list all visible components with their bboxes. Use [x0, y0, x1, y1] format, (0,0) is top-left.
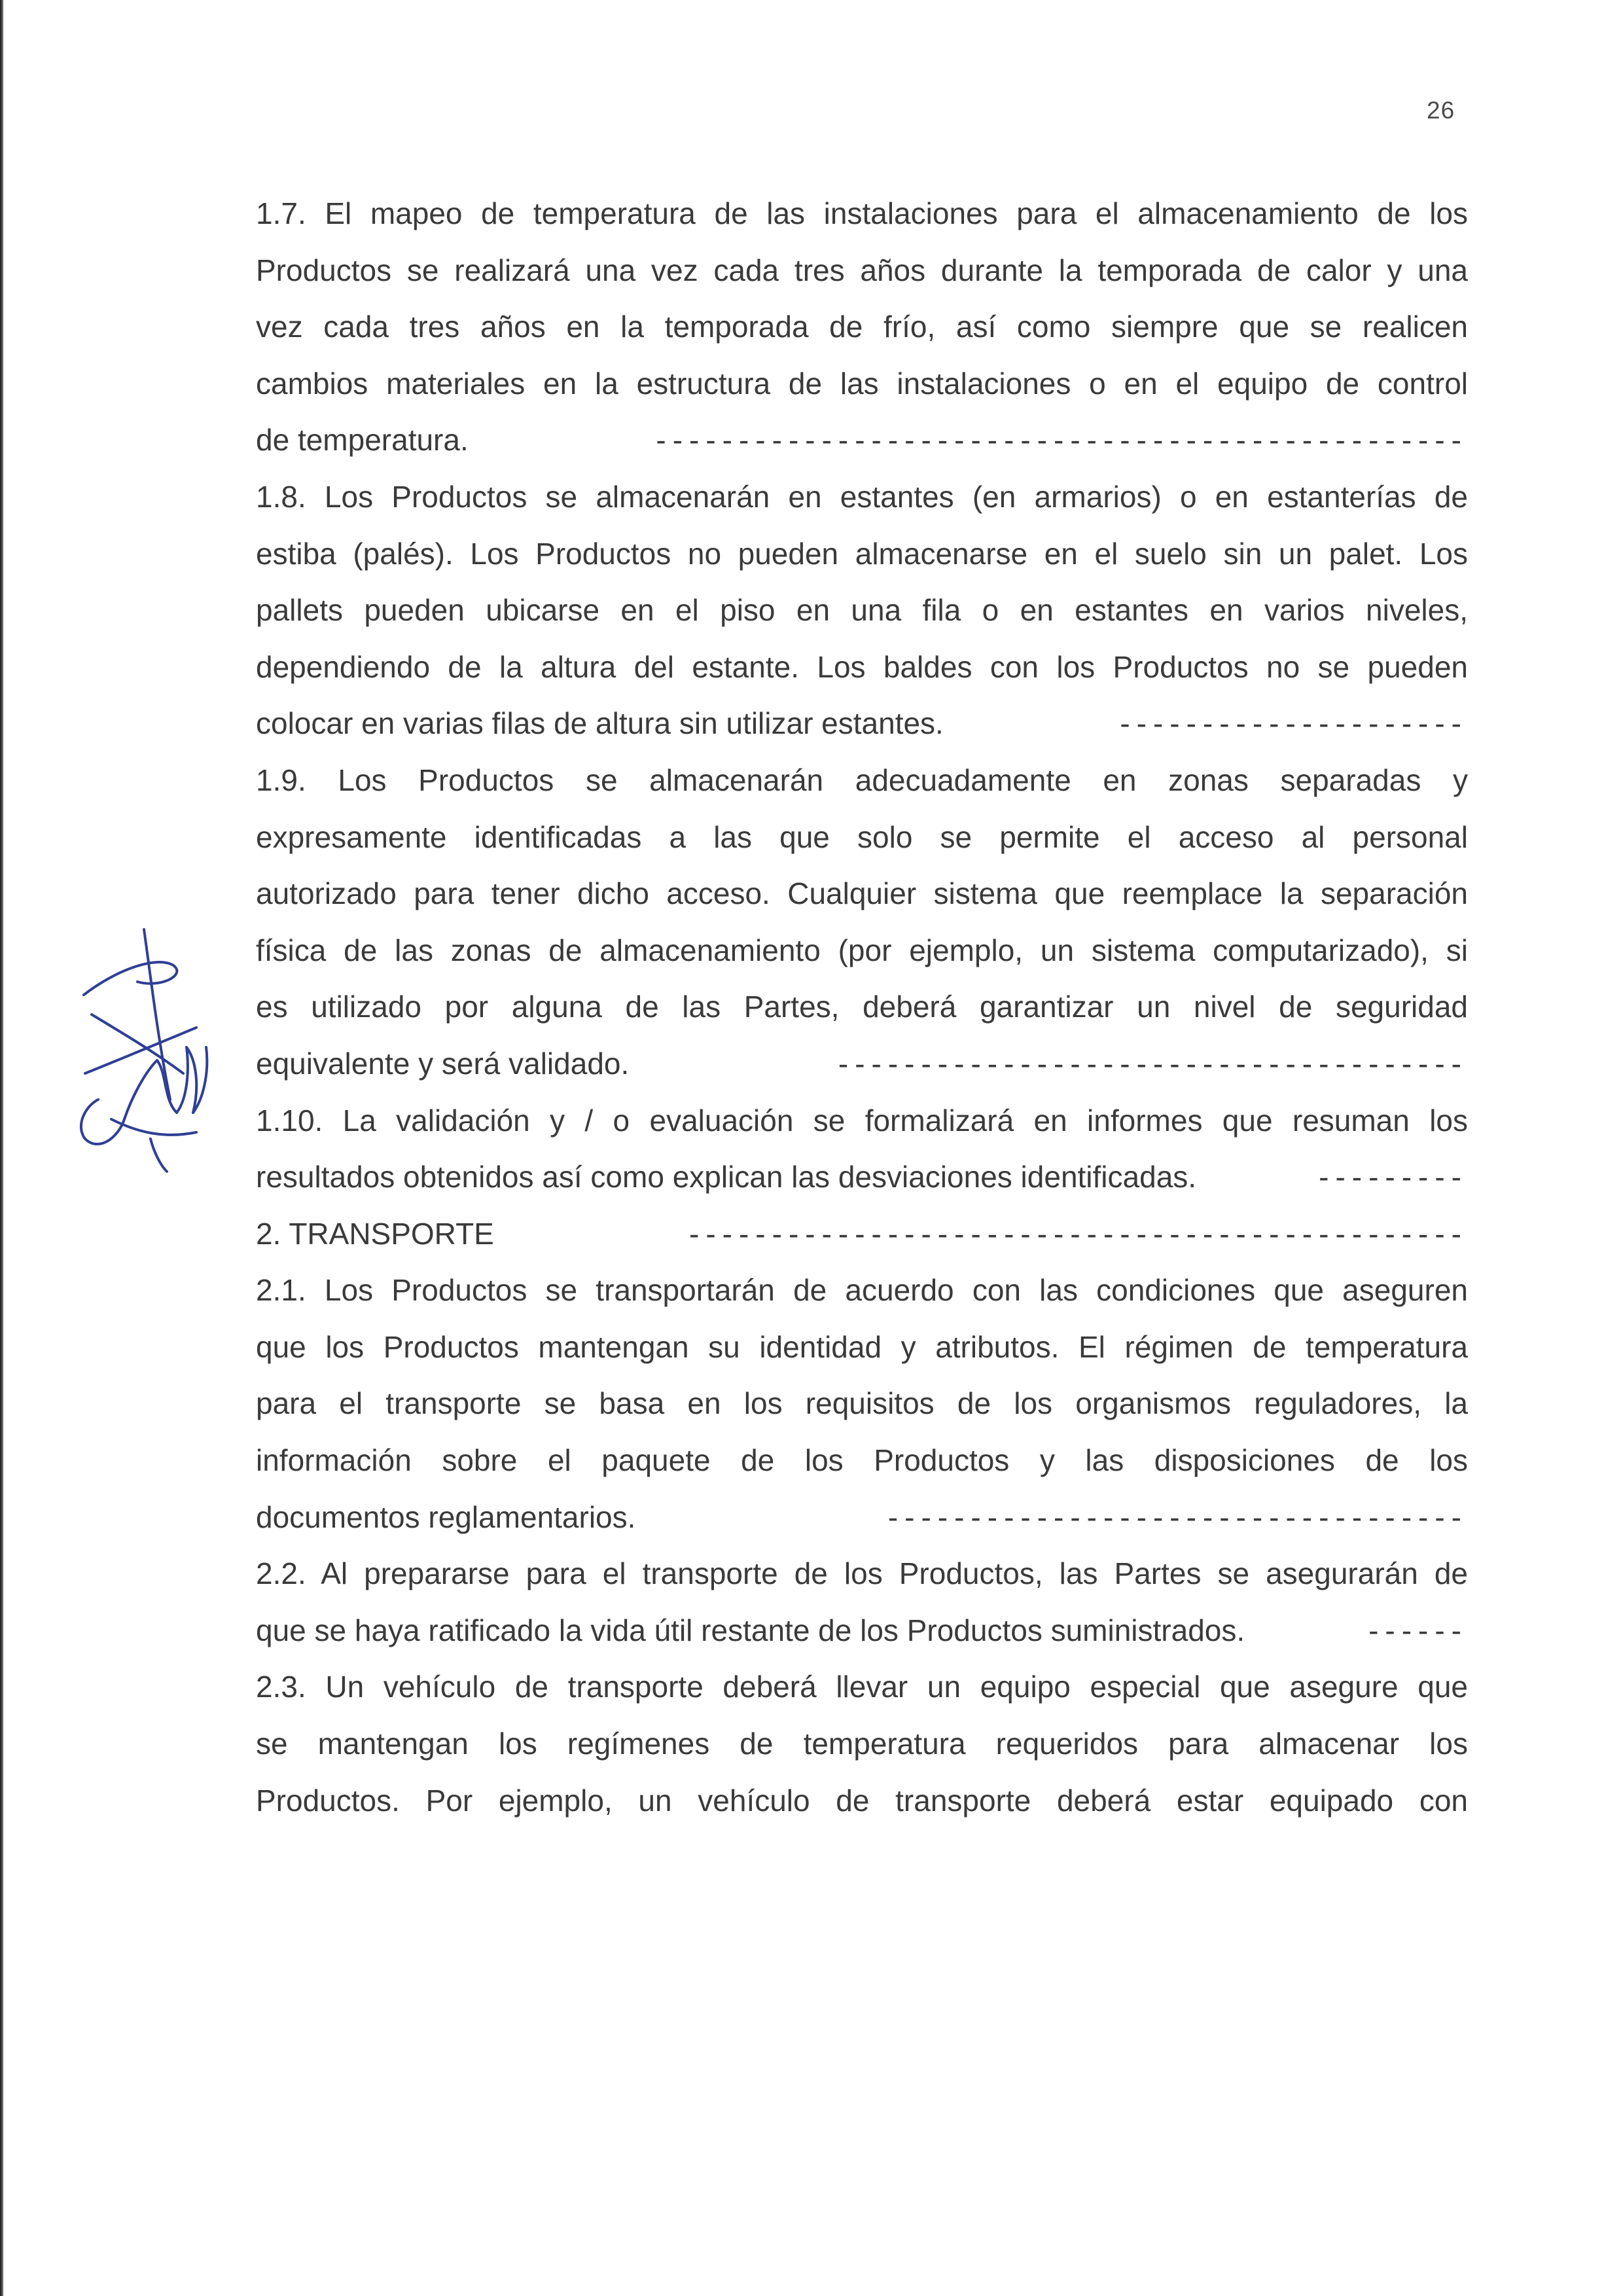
handwritten-signature-icon	[46, 903, 242, 1191]
text-line: 2.3. Un vehículo de transporte deberá llevar un equipo especial que asegure que	[256, 1670, 1468, 1704]
text-line: estiba (palés). Los Productos no pueden almacenarse en el suelo sin un palet. Los	[256, 536, 1468, 571]
text-line: 2.1. Los Productos se transportarán de acuerdo con las condiciones que aseguren	[256, 1273, 1468, 1308]
page-number: 26	[1427, 97, 1455, 124]
text-line: se mantengan los regímenes de temperatura requeridos para almacenar los	[256, 1727, 1468, 1761]
text-line: pallets pueden ubicarse en el piso en una fila o en estantes en varios niveles,	[256, 593, 1468, 628]
text-line: expresamente identificadas a las que solo se permite el acceso al personal	[256, 819, 1468, 854]
text-line: 1.9. Los Productos se almacenarán adecuadamente en zonas separadas y	[256, 762, 1468, 797]
section-heading-transporte	[256, 1206, 1468, 1263]
dash-filler: -----------------------------------	[887, 1499, 1468, 1534]
text-line	[256, 412, 1468, 469]
text-line: 1.7. El mapeo de temperatura de las instalaciones para el almacenamiento de los	[256, 196, 1468, 230]
text-line: información sobre el paquete de los Productos y las disposiciones de los	[256, 1443, 1468, 1478]
line-text: documentos reglamentarios.	[256, 1499, 636, 1534]
text-line	[256, 695, 1468, 752]
text-line: cambios materiales en la estructura de las instalaciones o en el equipo de control	[256, 366, 1468, 401]
dash-filler: ------	[1368, 1613, 1468, 1647]
dash-filler: -----------------------------------------------	[689, 1216, 1468, 1251]
text-line: 1.10. La validación y / o evaluación se formalizará en informes que resuman los	[256, 1103, 1468, 1138]
line-text: equivalente y será validado.	[256, 1046, 630, 1081]
text-line: 2.2. Al prepararse para el transporte de los Productos, las Partes se asegurarán de	[256, 1556, 1468, 1591]
dash-filler: ---------------------	[1120, 706, 1468, 741]
text-line: es utilizado por alguna de las Partes, deberá garantizar un nivel de seguridad	[256, 990, 1468, 1024]
text-line	[256, 1602, 1468, 1659]
text-line: Productos. Por ejemplo, un vehículo de transporte deberá estar equipado con	[256, 1783, 1468, 1818]
text-line: vez cada tres años en la temporada de frío, así como siempre que se realicen	[256, 310, 1468, 344]
text-line: Productos se realizará una vez cada tres años durante la temporada de calor y una	[256, 253, 1468, 287]
line-text: colocar en varias filas de altura sin utilizar estantes.	[256, 706, 944, 741]
text-line: autorizado para tener dicho acceso. Cualquier sistema que reemplace la separación	[256, 876, 1468, 911]
line-text: que se haya ratificado la vida útil restante de los Productos suministrados.	[256, 1613, 1245, 1647]
dash-filler: --------------------------------------	[838, 1046, 1468, 1081]
line-text: de temperatura.	[256, 423, 469, 457]
text-line: que los Productos mantengan su identidad y atributos. El régimen de temperatura	[256, 1329, 1468, 1364]
line-text: resultados obtenidos así como explican las desviaciones identificadas.	[256, 1160, 1197, 1194]
line-text: 2. TRANSPORTE	[256, 1216, 494, 1251]
document-body	[256, 185, 1468, 1829]
text-line: para el transporte se basa en los requisitos de los organismos reguladores, la	[256, 1386, 1468, 1421]
dash-filler: ---------	[1319, 1160, 1468, 1194]
text-line: 1.8. Los Productos se almacenarán en estantes (en armarios) o en estanterías de	[256, 479, 1468, 514]
text-line: dependiendo de la altura del estante. Los baldes con los Productos no se pueden	[256, 649, 1468, 684]
text-line	[256, 1035, 1468, 1092]
text-line	[256, 1489, 1468, 1546]
scan-page-edge	[0, 0, 4, 2296]
text-line	[256, 1149, 1468, 1206]
text-line: física de las zonas de almacenamiento (por ejemplo, un sistema computarizado), si	[256, 933, 1468, 967]
dash-filler: -------------------------------------------------	[656, 423, 1468, 457]
